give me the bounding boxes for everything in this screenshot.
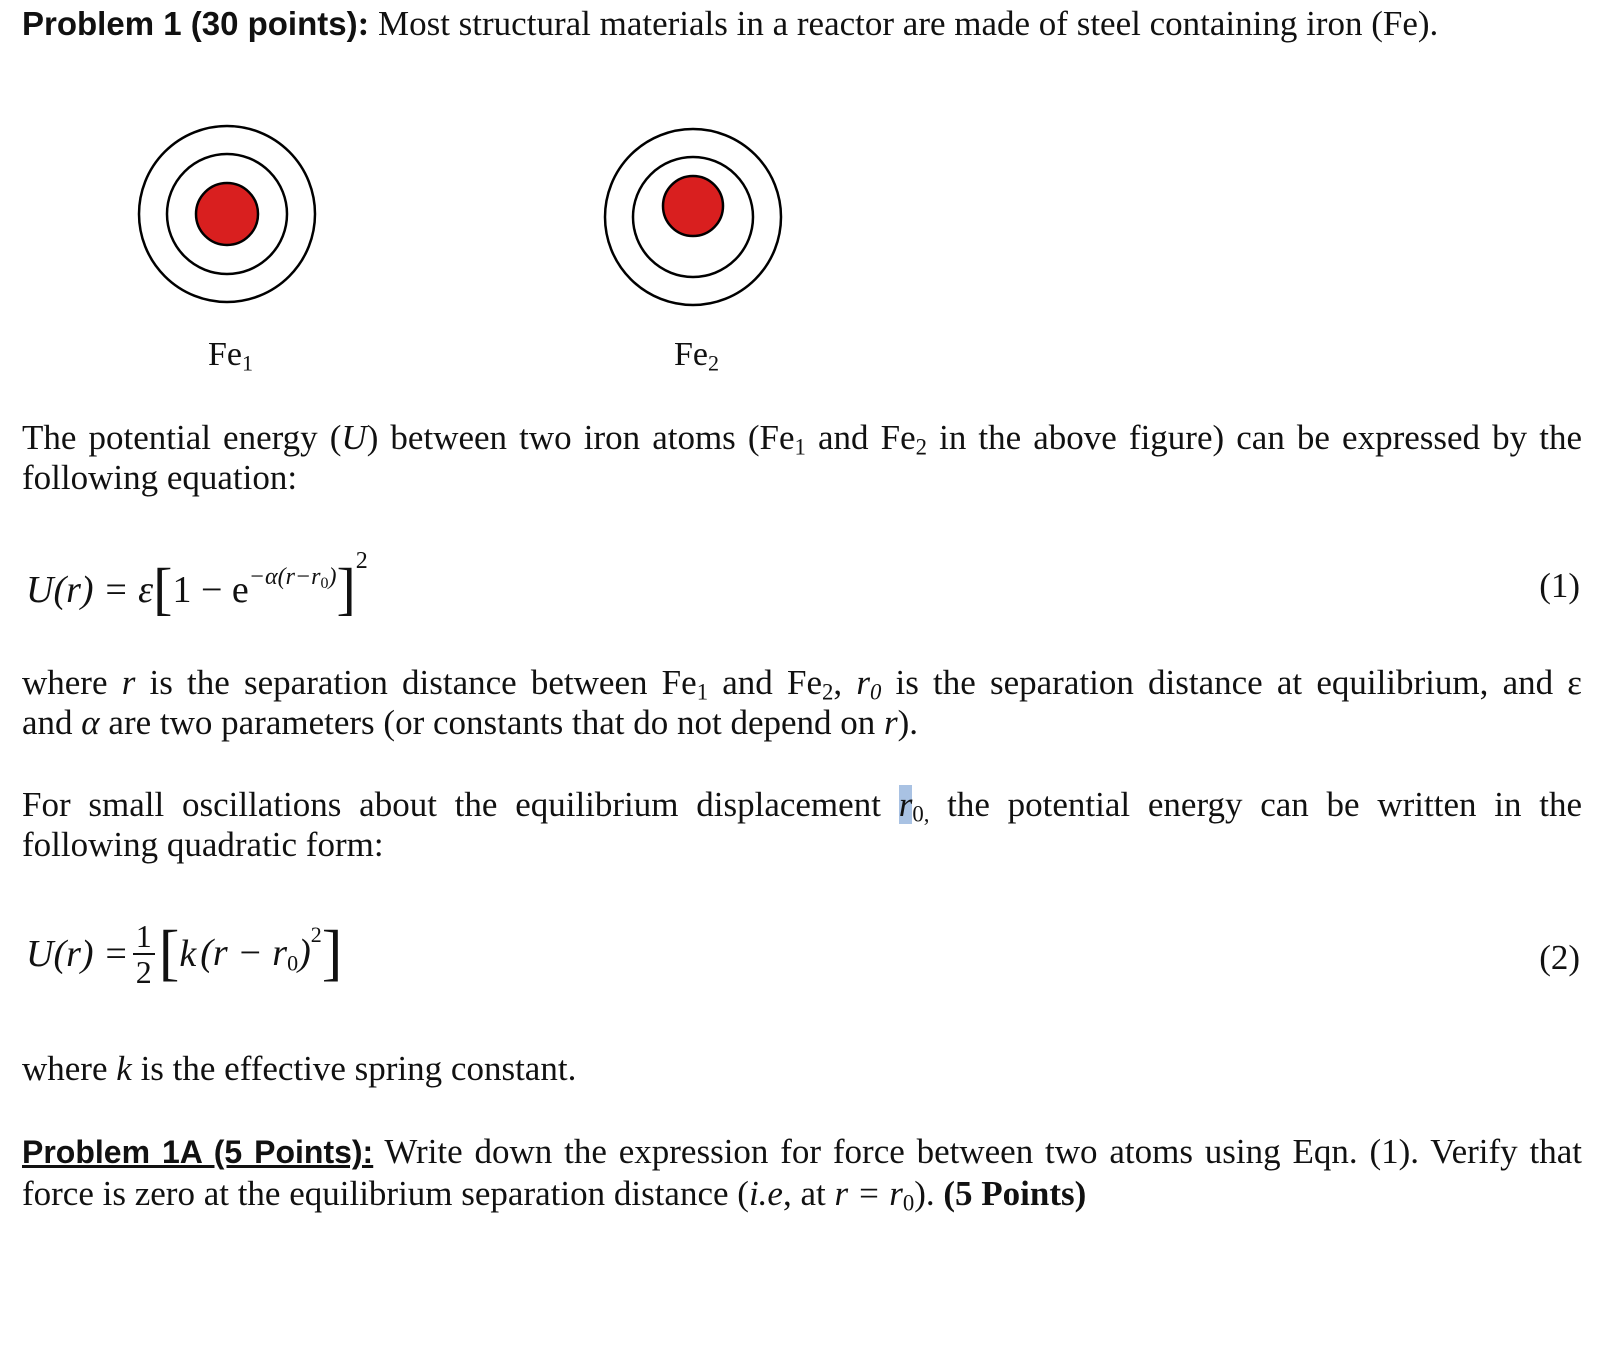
para2-line1: where r is the separation distance between $Fe_1$ and $Fe_2$, $r_0$ is the separation distance at equilibrium, and ε — [22, 663, 1582, 705]
eq1-body: 1 − e — [172, 569, 249, 611]
para3-line2: following quadratic form: — [22, 825, 384, 864]
problem1a-line2: force is zero at the equilibrium separation distance (i.e, at $r = r_0$). (5 Points) — [22, 1174, 1087, 1216]
para4-line: where k is the effective spring constant. — [22, 1049, 577, 1088]
atom-fe2 — [605, 129, 781, 305]
eq2-close-bracket: ] — [321, 919, 343, 987]
fe2-nucleus — [663, 176, 723, 236]
eq1-exponent: −α(r−r0) — [248, 564, 337, 592]
problem1a-heading: Problem 1A (5 Points): — [22, 1134, 374, 1170]
equation-1 — [26, 548, 368, 622]
eq2-open-bracket: [ — [158, 919, 180, 987]
fe1-nucleus — [196, 183, 258, 245]
eq1-lhs: U(r) = ε — [26, 569, 154, 611]
problem1a-line1: Problem 1A (5 Points): Write down the expression for force between two atoms using Eqn. (1). Verify that — [22, 1132, 1582, 1171]
problem1-line — [22, 4, 1438, 44]
para2-line2: and α are two parameters (or constants that do not depend on r). — [22, 703, 919, 742]
eq2-inner: $(r - r_0)$ — [200, 931, 311, 976]
fe2-label: $Fe_2$ — [674, 336, 720, 376]
para3-line1: For small oscillations about the equilibrium displacement $r_{0,}$ the potential energy can be written in the — [22, 785, 1582, 827]
eq2-number: (2) — [1539, 938, 1580, 977]
para1-line2: following equation: — [22, 458, 298, 497]
problem1-colon: : — [357, 4, 370, 43]
atoms-figure — [0, 110, 1614, 330]
equation-2 — [26, 918, 342, 989]
eq1-close-bracket: ] — [336, 556, 356, 621]
eq2-numerator: 1 — [133, 919, 155, 955]
eq1-power: 2 — [355, 548, 368, 574]
eq2-denominator: 2 — [135, 953, 152, 990]
para1-line1: The potential energy (U) between two iron atoms ($Fe_1$ and $Fe_2$ in the above figure) can be expressed by the — [22, 418, 1582, 460]
eq1-open-bracket: [ — [153, 556, 173, 621]
atom-fe1 — [139, 126, 315, 302]
problem1-heading: Problem 1 (30 points) — [22, 5, 358, 42]
eq2-k: k — [179, 932, 197, 975]
problem1-text: Most structural materials in a reactor are made of steel containing iron (Fe). — [369, 4, 1439, 43]
eq1-number: (1) — [1539, 566, 1580, 605]
eq2-power: 2 — [310, 922, 322, 947]
fe1-label: $Fe_1$ — [208, 336, 254, 376]
eq2-fraction — [133, 919, 155, 989]
eq2-lhs: U(r) = — [26, 932, 129, 975]
